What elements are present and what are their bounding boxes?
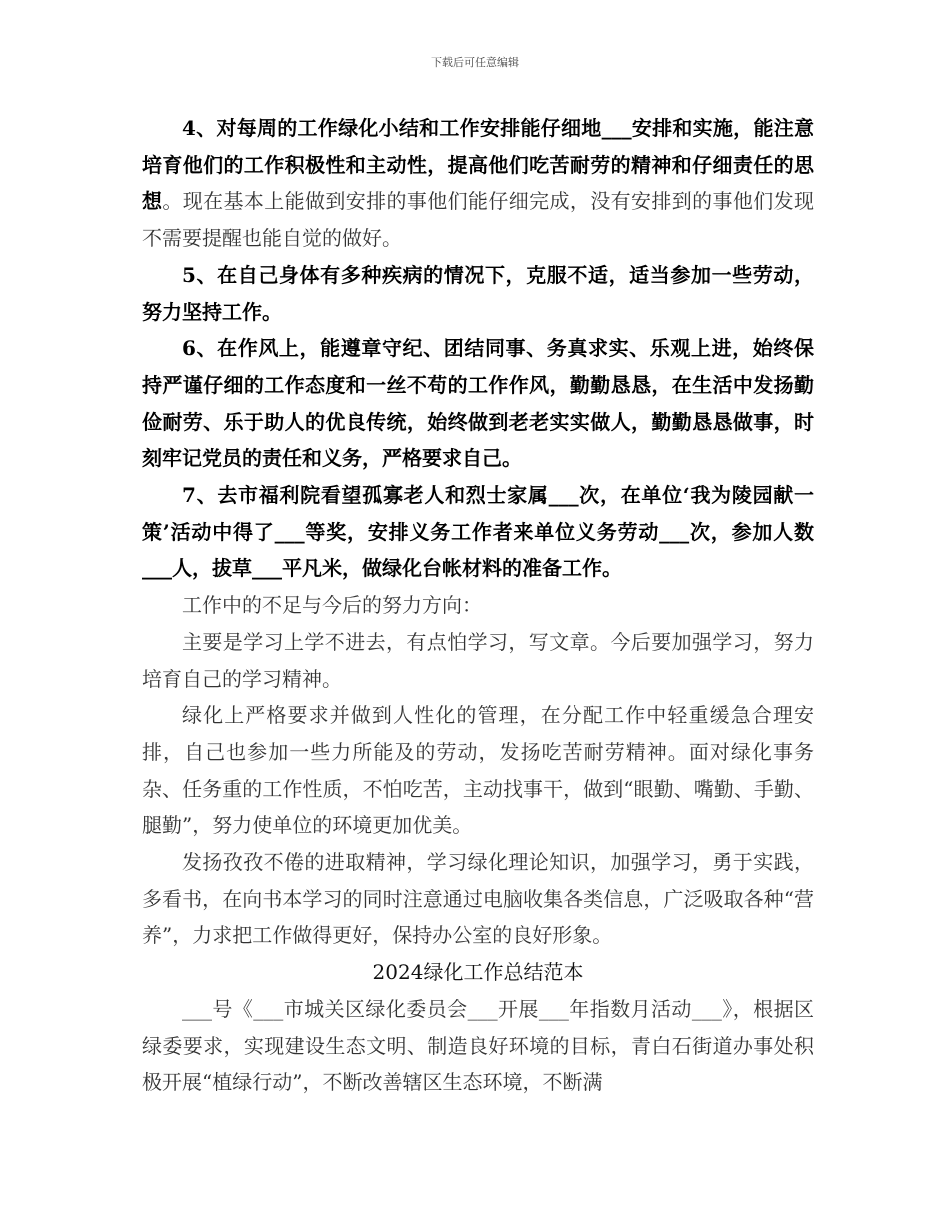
paragraph-spirit: 发扬孜孜不倦的进取精神，学习绿化理论知识，加强学习，勇于实践，多看书，在向书本学习的同时注意通过电脑收集各类信息，广泛吸取各种“营养”，力求把工作做得更好，保持办公室的良好形象。 <box>142 850 814 948</box>
paragraph-intro: ___号《___市城关区绿化委员会___开展___年指数月活动___》，根据区绿委要求，实现建设生态文明、制造良好环境的目标，青白石街道办事处积极开展“植绿行动”，不断改善辖区生态环境，不断满 <box>142 996 814 1095</box>
paragraph-5: 5、在自己身体有多种疾病的情况下，克服不适，适当参加一些劳动，努力坚持工作。 <box>142 262 814 324</box>
paragraph-management: 绿化上严格要求并做到人性化的管理，在分配工作中轻重缓急合理安排，自己也参加一些力所能及的劳动，发扬吃苦耐劳精神。面对绿化事务杂、任务重的工作性质，不怕吃苦，主动找事干，做到“眼勤、嘴勤、手勤、腿勤”，努力使单位的环境更加优美。 <box>142 703 814 838</box>
section-title: 2024绿化工作总结范本 <box>372 960 584 985</box>
paragraph-shortcomings-heading: 工作中的不足与今后的努力方向： <box>182 593 482 618</box>
paragraph-4-bold: 4、对每周的工作绿化小结和工作安排能仔细地___安排和实施，能注意培育他们的工作积极性和主动性，提高他们吃苦耐劳的精神和仔细责任的思想 <box>142 116 814 214</box>
page-header: 下载后可任意编辑 <box>431 56 519 69</box>
document-body <box>142 110 814 1101</box>
paragraph-6: 6、在作风上，能遵章守纪、团结同事、务真求实、乐观上进，始终保持严谨仔细的工作态度和一丝不苟的工作作风，勤勤恳恳，在生活中发扬勤俭耐劳、乐于助人的优良传统，始终做到老老实实做人，勤勤恳恳做事，时刻牢记党员的责任和义务，严格要求自己。 <box>142 336 814 471</box>
paragraph-4 <box>142 110 814 257</box>
paragraph-4-normal: 。现在基本上能做到安排的事他们能仔细完成，没有安排到的事他们发现不需要提醒也能自觉的做好。 <box>142 189 814 251</box>
paragraph-7: 7、去市福利院看望孤寡老人和烈士家属___次，在单位‘我为陵园献一策’活动中得了___等奖，安排义务工作者来单位义务劳动___次，参加人数___人，拔草___平凡米，做绿化台帐材料的准备工作。 <box>142 483 814 581</box>
paragraph-study: 主要是学习上学不进去，有点怕学习，写文章。今后要加强学习，努力培育自己的学习精神。 <box>142 629 814 691</box>
